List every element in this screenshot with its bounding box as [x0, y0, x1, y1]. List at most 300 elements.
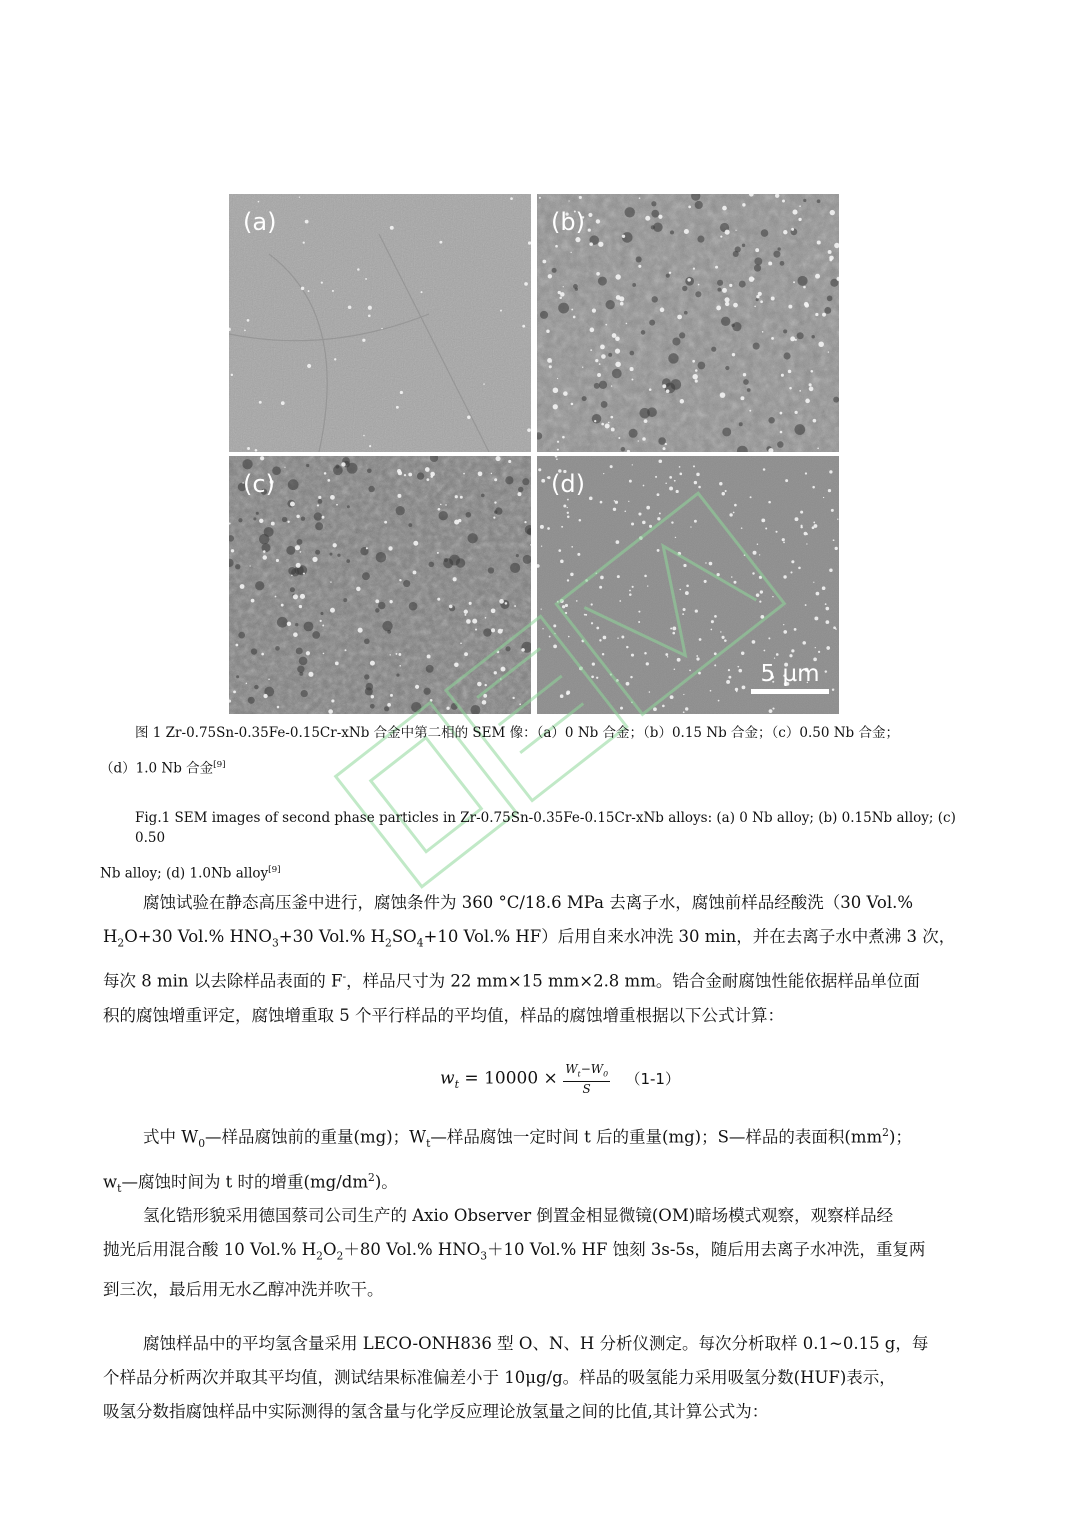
particle — [553, 644, 557, 648]
particle — [644, 652, 647, 655]
pit — [411, 702, 421, 712]
particle — [829, 568, 832, 571]
pit — [483, 628, 491, 636]
particle — [642, 437, 646, 441]
particle — [477, 682, 482, 687]
particle — [287, 521, 289, 523]
pit — [768, 417, 774, 423]
panel-label-c: (c) — [243, 470, 275, 498]
particle — [626, 682, 630, 686]
particle — [818, 651, 820, 653]
particle — [788, 370, 792, 374]
particle — [799, 390, 801, 392]
pit — [717, 288, 721, 292]
particle — [698, 486, 701, 489]
particle — [494, 501, 496, 503]
particle — [802, 641, 806, 645]
particle — [628, 501, 629, 502]
particle — [791, 649, 794, 652]
particle — [277, 706, 280, 709]
particle — [301, 287, 304, 290]
pit — [286, 546, 295, 555]
pit — [682, 286, 687, 291]
particle — [397, 469, 401, 473]
particle — [600, 345, 605, 350]
pit — [601, 401, 608, 408]
particle — [798, 218, 801, 221]
pit — [711, 347, 716, 352]
particle — [790, 336, 795, 341]
particle — [559, 296, 562, 299]
particle — [735, 688, 738, 691]
particle — [594, 420, 596, 422]
particle — [308, 290, 310, 292]
particle — [478, 471, 483, 476]
particle — [321, 282, 323, 284]
particle — [830, 210, 835, 215]
particle — [632, 586, 634, 588]
pit — [312, 631, 320, 639]
particle — [560, 694, 564, 698]
particle — [611, 428, 615, 432]
particle — [688, 206, 691, 209]
particle — [642, 521, 646, 525]
particle — [547, 527, 550, 530]
particle — [619, 600, 621, 602]
particle — [336, 504, 338, 506]
pit — [629, 429, 638, 438]
particle — [483, 694, 487, 698]
pit — [679, 332, 685, 338]
particle — [399, 579, 401, 581]
particle — [599, 586, 602, 589]
pit — [403, 580, 410, 587]
particle — [759, 554, 760, 555]
p2-line1: 式中 $W_0—$样品腐蚀前的重量(mg)；$W_t—$样品腐蚀一定时间 t 后的重量(mg)；S—样品的表面积$(mm^2)$； — [143, 1126, 912, 1150]
pit — [301, 516, 305, 520]
particle — [669, 486, 673, 490]
particle — [260, 456, 264, 460]
pit — [259, 534, 270, 545]
particle — [425, 467, 430, 472]
particle — [696, 657, 699, 660]
particle — [835, 628, 836, 629]
pit — [798, 276, 808, 286]
particle — [693, 465, 695, 467]
pit — [743, 379, 749, 385]
particle — [805, 604, 807, 606]
particle — [556, 458, 558, 460]
particle — [263, 555, 267, 559]
p2-line2: $w_t—$腐蚀时间为 t 时的增重$(mg/dm^2)$。 — [103, 1170, 398, 1195]
particle — [358, 628, 363, 633]
particle — [381, 328, 383, 330]
particle — [514, 605, 516, 607]
particle — [240, 584, 245, 589]
particle — [603, 636, 607, 640]
particle — [765, 527, 767, 529]
particle — [696, 473, 699, 476]
particle — [553, 404, 558, 409]
particle — [485, 617, 487, 619]
particle — [760, 590, 763, 593]
particle — [558, 549, 561, 552]
particle — [626, 323, 628, 325]
particle — [300, 594, 305, 599]
particle — [596, 219, 600, 223]
particle — [430, 472, 435, 477]
particle — [588, 229, 591, 232]
particle — [662, 384, 666, 388]
pit — [783, 329, 787, 333]
particle — [616, 679, 619, 682]
particle — [629, 590, 631, 592]
pit — [697, 236, 704, 243]
pit — [396, 674, 399, 677]
p1-line1: 腐蚀试验在静态高压釜中进行，腐蚀条件为 360 °C/18.6 MPa 去离子水，腐蚀前样品经酸洗（30 Vol.% — [143, 893, 914, 912]
particle — [632, 464, 633, 465]
particle — [763, 650, 765, 652]
pit — [505, 476, 513, 484]
pit — [481, 494, 485, 498]
pit — [777, 247, 780, 250]
particle — [722, 492, 725, 495]
particle — [677, 315, 682, 320]
particle — [500, 310, 502, 312]
particle — [560, 560, 564, 564]
particle — [585, 579, 588, 582]
particle — [565, 604, 568, 607]
particle — [596, 677, 598, 679]
pit — [506, 646, 511, 651]
particle — [579, 519, 582, 522]
particle — [247, 447, 250, 450]
particle — [692, 374, 697, 379]
particle — [557, 449, 559, 451]
pit — [592, 414, 601, 423]
particle — [794, 628, 797, 631]
particle — [579, 196, 582, 199]
pit — [314, 512, 322, 520]
particle — [445, 504, 447, 506]
particle — [363, 435, 365, 437]
particle — [437, 598, 440, 601]
particle — [421, 291, 423, 293]
particle — [722, 636, 725, 639]
particle — [573, 316, 576, 319]
particle — [608, 422, 610, 424]
particle — [519, 703, 521, 705]
paragraph-corrosion-test — [103, 892, 981, 1027]
pit — [668, 353, 678, 363]
particle — [296, 563, 301, 568]
caption-cn — [100, 723, 982, 779]
particle — [833, 539, 835, 541]
particle — [781, 374, 784, 377]
pit — [754, 264, 761, 271]
particle — [783, 541, 785, 543]
pit — [641, 330, 646, 335]
particle — [782, 538, 785, 541]
particle — [725, 490, 727, 492]
particle — [427, 654, 431, 658]
particle — [331, 699, 334, 702]
particle — [615, 362, 621, 368]
pit — [695, 291, 701, 297]
particle — [251, 599, 255, 603]
particle — [741, 527, 743, 529]
particle — [615, 274, 620, 279]
particle — [665, 653, 668, 656]
pit — [370, 704, 375, 709]
particle — [521, 648, 525, 652]
particle — [281, 401, 285, 405]
particle — [449, 605, 453, 609]
particle — [495, 456, 500, 461]
particle — [685, 707, 688, 710]
particle — [800, 526, 802, 528]
particle — [806, 533, 808, 535]
pit — [347, 463, 358, 474]
particle — [263, 694, 267, 698]
particle — [233, 690, 236, 693]
particle — [790, 571, 792, 573]
particle — [246, 683, 247, 684]
caption-cn-ref: [9] — [213, 760, 226, 770]
pit — [695, 201, 703, 209]
p3-line1: 氢化锆形貌采用德国蔡司公司生产的 Axio Observer 倒置金相显微镜(OM)暗场模式观察，观察样品经 — [143, 1206, 894, 1225]
pit — [558, 303, 569, 314]
pit — [343, 598, 347, 602]
particle — [809, 383, 812, 386]
pit — [364, 639, 370, 645]
particle — [809, 387, 814, 392]
particle — [605, 324, 607, 326]
pit — [315, 522, 323, 530]
particle — [813, 582, 814, 583]
particle — [789, 387, 792, 390]
particle — [595, 573, 597, 575]
particle — [493, 517, 495, 519]
particle — [815, 647, 816, 648]
pit — [670, 230, 674, 234]
particle — [463, 473, 465, 475]
particle — [491, 609, 496, 614]
pit — [235, 564, 240, 569]
particle — [812, 526, 815, 529]
particle — [439, 241, 442, 244]
particle — [566, 692, 569, 695]
particle — [538, 468, 541, 471]
particle — [714, 652, 717, 655]
particle — [763, 468, 766, 471]
particle — [756, 593, 760, 597]
particle — [682, 613, 684, 615]
particle — [348, 305, 352, 309]
particle — [799, 205, 801, 207]
particle — [672, 632, 675, 635]
particle — [679, 589, 680, 590]
particle — [732, 353, 735, 356]
pit — [606, 300, 615, 309]
particle — [798, 567, 801, 570]
particle — [597, 373, 601, 377]
particle — [334, 358, 336, 360]
particle — [563, 286, 564, 287]
panel-label-a: (a) — [243, 208, 277, 236]
particle — [565, 612, 567, 614]
particle — [742, 685, 746, 689]
particle — [524, 521, 526, 523]
pit — [794, 424, 805, 435]
particle — [717, 573, 720, 576]
particle — [800, 511, 803, 514]
pit — [540, 311, 548, 319]
particle — [806, 543, 807, 544]
pit — [347, 505, 350, 508]
particle — [570, 573, 573, 576]
particle — [715, 266, 718, 269]
particle — [680, 399, 684, 403]
particle — [740, 396, 744, 400]
particle — [250, 565, 251, 566]
particle — [541, 479, 545, 483]
particle — [771, 296, 775, 300]
particle — [823, 497, 824, 498]
pit — [652, 296, 658, 302]
particle — [368, 314, 371, 317]
particle — [619, 296, 624, 301]
particle — [750, 496, 752, 498]
particle — [494, 671, 497, 674]
particle — [805, 472, 807, 474]
pit — [666, 274, 670, 278]
pit — [608, 353, 612, 357]
particle — [649, 525, 652, 528]
particle — [828, 489, 831, 492]
particle — [276, 559, 279, 562]
particle — [303, 241, 305, 243]
particle — [631, 522, 634, 525]
particle — [568, 200, 569, 201]
particle — [689, 669, 691, 671]
particle — [728, 669, 730, 671]
particle — [601, 354, 606, 359]
pit — [754, 257, 762, 265]
particle — [553, 624, 556, 627]
particle — [437, 552, 439, 554]
pit — [333, 465, 343, 475]
particle — [698, 672, 701, 675]
pit — [803, 199, 806, 202]
particle — [752, 640, 756, 644]
particle — [567, 516, 570, 519]
particle — [599, 639, 601, 641]
pit — [248, 697, 255, 704]
particle — [291, 575, 292, 576]
particle — [585, 614, 587, 616]
particle — [303, 573, 305, 575]
particle — [657, 549, 660, 552]
particle — [582, 367, 583, 368]
particle — [563, 391, 568, 396]
particle — [679, 466, 681, 468]
particle — [687, 278, 691, 282]
particle — [571, 546, 573, 548]
particle — [684, 229, 689, 234]
sem-panel-c — [229, 456, 531, 714]
particle — [725, 302, 729, 306]
particle — [375, 599, 379, 603]
particle — [783, 630, 787, 634]
particle — [259, 519, 263, 523]
particle — [785, 479, 788, 482]
particle — [768, 261, 772, 265]
particle — [676, 490, 679, 493]
particle — [295, 545, 300, 550]
particle — [300, 551, 302, 553]
pit — [777, 441, 783, 447]
particle — [828, 351, 829, 352]
particle — [704, 580, 707, 583]
particle — [644, 419, 648, 423]
pit — [698, 362, 706, 370]
particle — [591, 603, 593, 605]
particle — [499, 599, 504, 604]
particle — [362, 339, 365, 342]
particle — [683, 564, 686, 567]
particle — [502, 668, 503, 669]
particle — [464, 614, 466, 616]
particle — [440, 504, 442, 506]
pit — [756, 298, 759, 301]
particle — [571, 252, 572, 253]
particle — [825, 607, 829, 611]
particle — [683, 608, 686, 611]
particle — [327, 479, 330, 482]
particle — [258, 201, 260, 203]
sem-panel-b — [537, 194, 839, 452]
particle — [815, 274, 820, 279]
particle — [762, 331, 764, 333]
paragraph-hydrogen-content — [103, 1333, 981, 1423]
particle — [482, 700, 487, 705]
pit — [582, 396, 587, 401]
particle — [828, 250, 832, 254]
particle — [731, 576, 733, 578]
pit — [254, 685, 258, 689]
particle — [737, 666, 739, 668]
particle — [611, 385, 612, 386]
particle — [643, 485, 645, 487]
pit — [827, 296, 833, 302]
particle — [330, 581, 331, 582]
pit — [735, 246, 741, 252]
particle — [491, 473, 492, 474]
particle — [397, 494, 401, 498]
particle — [670, 695, 674, 699]
particle — [390, 694, 393, 697]
particle — [813, 522, 815, 524]
particle — [720, 631, 721, 632]
particle — [724, 297, 729, 302]
particle — [726, 680, 730, 684]
pit — [382, 621, 392, 631]
pit — [824, 307, 831, 314]
pit — [362, 572, 370, 580]
particle — [769, 709, 773, 713]
equation-1-1: $w_t = 10000$ × $\frac{W_t-W_0}{S}$ （1-1） — [440, 1062, 680, 1097]
